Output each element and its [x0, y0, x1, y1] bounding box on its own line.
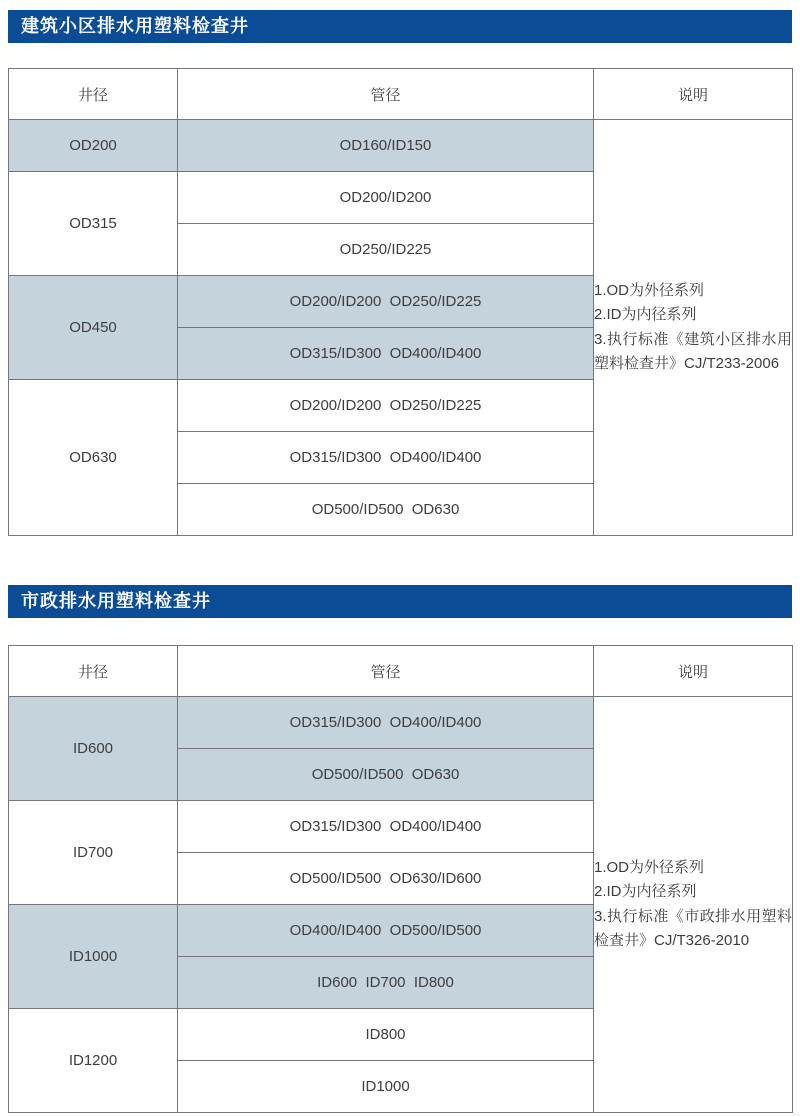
pipe-cell: OD315/ID300 OD400/ID400: [178, 432, 594, 484]
section1-title-bar: [8, 10, 792, 43]
pipe-cell: OD200/ID200 OD250/ID225: [178, 276, 594, 328]
pipe-cell: ID600 ID700 ID800: [178, 957, 594, 1009]
section2-table: [8, 645, 793, 1113]
well-cell: ID600: [9, 697, 178, 801]
table-header-row: [9, 69, 793, 120]
pipe-cell: ID800: [178, 1009, 594, 1061]
pipe-cell: OD160/ID150: [178, 120, 594, 172]
well-cell: ID700: [9, 801, 178, 905]
note-line: 1.OD为外径系列: [594, 858, 705, 876]
pipe-cell: OD315/ID300 OD400/ID400: [178, 328, 594, 380]
pipe-cell: OD400/ID400 OD500/ID500: [178, 905, 594, 957]
pipe-cell: OD315/ID300 OD400/ID400: [178, 697, 594, 749]
note-line: 2.ID为内径系列: [594, 883, 697, 901]
pipe-cell: ID1000: [178, 1061, 594, 1113]
spacer: [8, 536, 792, 585]
pipe-cell: OD500/ID500 OD630: [178, 484, 594, 536]
well-cell: OD200: [9, 120, 178, 172]
well-diameter-header: 井径: [9, 646, 178, 697]
pipe-cell: OD200/ID200: [178, 172, 594, 224]
notes-header: 说明: [594, 69, 793, 120]
notes-cell: [594, 697, 793, 1113]
table-header-row: [9, 646, 793, 697]
note-line: 3.执行标准《市政排水用塑料检查井》CJ/T326-2010: [594, 907, 792, 949]
well-cell: ID1200: [9, 1009, 178, 1113]
section1-table: [8, 68, 793, 536]
spacer: [8, 43, 792, 68]
notes-header: 说明: [594, 646, 793, 697]
pipe-diameter-header: 管径: [178, 69, 594, 120]
well-cell: OD630: [9, 380, 178, 536]
pipe-cell: OD200/ID200 OD250/ID225: [178, 380, 594, 432]
section2-title: 市政排水用塑料检查井: [21, 591, 211, 611]
section2-title-bar: [8, 585, 792, 618]
pipe-cell: OD500/ID500 OD630: [178, 749, 594, 801]
pipe-cell: OD250/ID225: [178, 224, 594, 276]
table-row: [9, 697, 793, 749]
pipe-cell: OD500/ID500 OD630/ID600: [178, 853, 594, 905]
note-line: 3.执行标准《建筑小区排水用塑料检查井》CJ/T233-2006: [594, 330, 792, 372]
well-cell: OD450: [9, 276, 178, 380]
well-cell: OD315: [9, 172, 178, 276]
note-line: 2.ID为内径系列: [594, 306, 697, 324]
spacer: [8, 618, 792, 645]
pipe-diameter-header: 管径: [178, 646, 594, 697]
note-line: 1.OD为外径系列: [594, 281, 705, 299]
section1-title: 建筑小区排水用塑料检查井: [21, 16, 249, 36]
well-cell: ID1000: [9, 905, 178, 1009]
notes-cell: [594, 120, 793, 536]
pipe-cell: OD315/ID300 OD400/ID400: [178, 801, 594, 853]
well-diameter-header: 井径: [9, 69, 178, 120]
table-row: [9, 120, 793, 172]
